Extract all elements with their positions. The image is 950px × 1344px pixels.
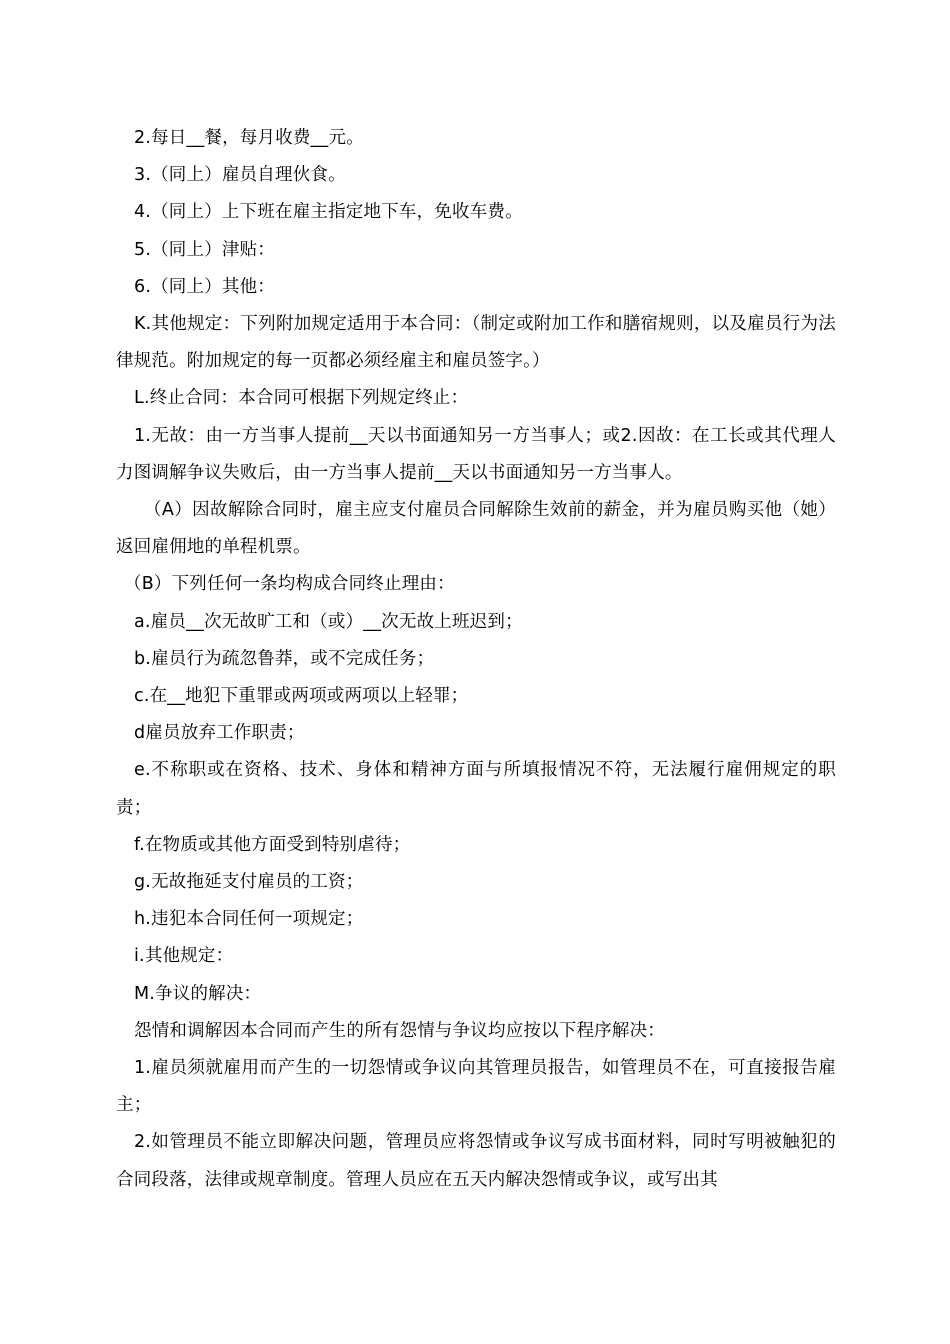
paragraph-b-b: b.雇员行为疏忽鲁莽，或不完成任务； bbox=[134, 648, 435, 669]
paragraph-l-1: 1.无故：由一方当事人提前__天以书面通知另一方当事人；或2.因故：在工长或其代理人力图调解争议失败后，由一方当事人提前__天以书面通知另一方当事人。 bbox=[116, 425, 836, 483]
paragraph-b-e: e.不称职或在资格、技术、身体和精神方面与所填报情况不符，无法履行雇佣规定的职责； bbox=[116, 760, 836, 818]
paragraph-l-b: （B）下列任何一条均构成合同终止理由： bbox=[124, 574, 455, 595]
paragraph-m-intro: 怨情和调解因本合同而产生的所有怨情与争议均应按以下程序解决： bbox=[134, 1020, 665, 1041]
paragraph-m-2: 2.如管理员不能立即解决问题，管理员应将怨情或争议写成书面材料，同时写明被触犯的合同段落，法律或规章制度。管理人员应在五天内解决怨情或争议，或写出其 bbox=[116, 1132, 836, 1190]
paragraph-allowance: 5.（同上）津贴： bbox=[134, 239, 275, 260]
paragraph-m-1: 1.雇员须就雇用而产生的一切怨情或争议向其管理员报告，如管理员不在，可直接报告雇主； bbox=[116, 1058, 836, 1116]
paragraph-meal-count: 2.每日__餐，每月收费__元。 bbox=[134, 128, 364, 148]
paragraph-b-c: c.在__地犯下重罪或两项或两项以上轻罪； bbox=[134, 686, 469, 707]
paragraph-clause-m: M.争议的解决： bbox=[134, 983, 262, 1004]
paragraph-b-f: f.在物质或其他方面受到特别虐待； bbox=[134, 834, 411, 855]
paragraph-b-a: a.雇员__次无故旷工和（或）__次无故上班迟到； bbox=[134, 611, 523, 632]
paragraph-clause-l: L.终止合同：本合同可根据下列规定终止： bbox=[134, 388, 469, 409]
paragraph-b-d: d雇员放弃工作职责； bbox=[134, 723, 305, 744]
paragraph-clause-k: K.其他规定：下列附加规定适用于本合同：（制定或附加工作和膳宿规则，以及雇员行为法律规范。附加规定的每一页都必须经雇主和雇员签字。） bbox=[116, 314, 836, 372]
paragraph-other-j: 6.（同上）其他： bbox=[134, 276, 275, 297]
paragraph-b-i: i.其他规定： bbox=[134, 946, 234, 967]
document-body bbox=[116, 120, 836, 1199]
paragraph-b-h: h.违犯本合同任何一项规定； bbox=[134, 909, 364, 930]
paragraph-self-food: 3.（同上）雇员自理伙食。 bbox=[134, 165, 346, 186]
paragraph-b-g: g.无故拖延支付雇员的工资； bbox=[134, 872, 364, 893]
paragraph-transport: 4.（同上）上下班在雇主指定地下车，免收车费。 bbox=[134, 202, 523, 223]
paragraph-l-a: （A）因故解除合同时，雇主应支付雇员合同解除生效前的薪金，并为雇员购买他（她）返回雇佣地的单程机票。 bbox=[116, 500, 836, 558]
